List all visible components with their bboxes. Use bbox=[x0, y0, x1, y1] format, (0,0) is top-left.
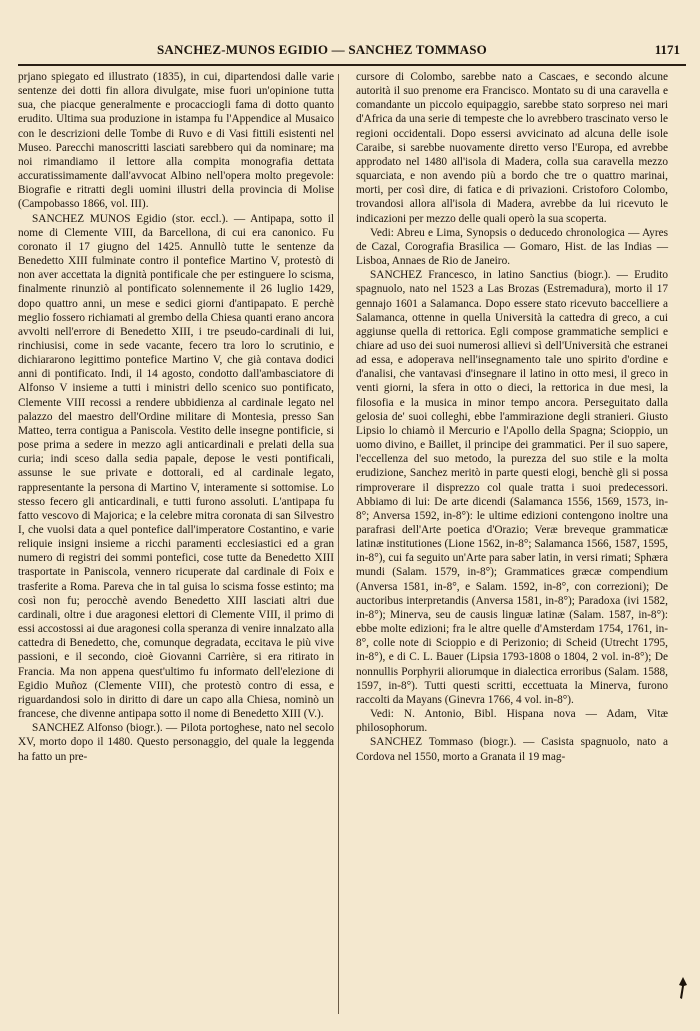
page-number: 1171 bbox=[654, 42, 680, 57]
paragraph-continuation-alfonso: cursore di Colombo, sarebbe nato a Cascaes, e secondo alcune autorità il suo prenome era Francisco. Montato su di una caravella e comandante un piccolo equipaggio, sarebbe stato sorpreso nei mari d'Africa da una serie di tempeste che lo avrebbero trascinato verso le regioni occidentali. Dopo essersi avvicinato ad alcuna delle isole Caraibe, si sarebbe nuovamente diretto verso l'Europa, ed avrebbe approdato nel 1480 all'isola di Madera, colla sua caravella mezzo squarciata, e non avendo più a bordo che tre o quattro marinai, morti, per così dire, di fatica e di privazioni. Cristoforo Colombo, trovandosi allora all'isola di Madera, avrebbe da lui ricevuto le indicazioni per mezzo delle quali operò la sua scoperta. bbox=[356, 71, 668, 225]
entry-sanchez-francesco: SANCHEZ Francesco, in latino Sanctius (biogr.). — Erudito spagnuolo, nato nel 1523 a Las Brozas (Estremadura), morto il 17 gennajo 1601 a Salamanca. Dopo essere stato ricevuto baccelliere a Salamanca, ottenne in quella Università la cattedra di greco, a cui aggiunse quella di rettorica. Egli compose grammatiche semplici e chiare ad uso dei suoi numerosi allievi sì dell'Università che estranei ad essa, e adoperava nell'insegnamento tale uno spirito d'ordine e d'analisi, che vantavasi d'insegnare il latino in otto mesi, il greco in venti giorni, la sfera in otto o dieci, la rettorica in due mesi, la filosofia e la musica in minor tempo ancora. Perseguitato dalla gelosia de' suoi colleghi, ebbe l'ammirazione degli stranieri. Giusto Lipsio lo chiamò il Mercurio e l'Apollo della Spagna; Scioppio, un uomo divino, e Baillet, il principe dei grammatici. Per il suo sapere, l'eccellenza del suo metodo, la purezza del suo stile e la molta erudizione, Sanchez meritò in parte questi elogi, benchè gli si possa rimproverare il disprezzo col quale tratta i suoi predecessori. Abbiamo di lui: De arte dicendi (Salamanca 1556, 1569, 1573, in-8°; Anversa 1592, in-8°): le ultime edizioni contengono inoltre una parafrasi dell'Arte poetica d'Orazio; Veræ breveque grammaticæ latinæ institutiones (Lione 1562, in-8°; Salamanca 1566, 1587, 1595, in-8°), cui fa seguito un'Arte para saber latin, in versi rimati; Sphæra mundi (Salam. 1579, in-8°); Grammatices græcæ compendium (Anversa 1581, in-8°, e Salam. 1592, in-8°, con correzioni); De auctoribus interpretandis (Anversa 1581, in-8°); Paradoxa (ivi 1582, in-8°); Minerva, seu de causis linguæ latinæ (Salam. 1587, in-8°): ebbe molte edizioni; fra le altre quelle d'Amsterdam 1754, 1761, in-8°, colle note di Scioppio e di Perizonio; di Scheid (Utrecht 1795, in-8°), e di C. L. Bauer (Lipsia 1793-1808 o 1804, 2 vol. in-8°); De nonnullis Porphyrii aliorumque in dialectica erroribus (Salam. 1588, 1597, in-8°). Tutti questi scritti, eccettuata la Minerva, furono raccolti da Mayans (Ginevra 1766, 4 vol. in-8°). bbox=[356, 269, 669, 706]
references-francesco: Vedi: N. Antonio, Bibl. Hispana nova — Adam, Vitæ philosophorum. bbox=[356, 708, 668, 735]
left-column bbox=[18, 70, 334, 764]
right-column bbox=[356, 70, 668, 764]
column-divider bbox=[338, 74, 339, 1014]
entry-sanchez-alfonso: SANCHEZ Alfonso (biogr.). — Pilota portoghese, nato nel secolo XV, morto dopo il 1480. Questo personaggio, del quale la leggenda ha fatto un pre- bbox=[18, 722, 334, 763]
header-title: SANCHEZ-MUNOS EGIDIO — SANCHEZ TOMMASO bbox=[157, 42, 487, 57]
references-alfonso: Vedi: Abreu e Lima, Synopsis o deducedo chronologica — Ayres de Cazal, Corografia Brasilica — Gomaro, Hist. de las Indias — Lisboa, Annaes de Rio de Janeiro. bbox=[356, 226, 668, 268]
page-corner-mark bbox=[676, 977, 690, 999]
header-rule bbox=[18, 64, 686, 66]
running-header bbox=[18, 40, 686, 62]
entry-sanchez-munos-egidio: SANCHEZ MUNOS Egidio (stor. eccl.). — Antipapa, sotto il nome di Clemente VIII, da Barcellona, di cui era canonico. Fu coronato il 17 giugno del 1425. Annullò tutte le sentenze da Benedetto XIII fulminate contro il pontefice Martino V, protestò di non aver accettata la dignità pontificale che per estinguere lo scisma, finalmente rinunziò al pontificato solennemente il 26 luglio 1429, dopo quattro anni, un mese e sedici giorni d'antipapato. E perchè meglio fossero richiamati al grembo della Chiesa quanti erano ancora avvolti nell'errore di Benedetto XIII, i tre pseudo-cardinali di lui, rinchiusisi, come in sede vacante, fecero tra loro lo scrutinio, e dichiararono legittimo pontefice Martino V, che già contava dodici anni di pontificato. Indi, il 14 agosto, condotto dall'ambasciatore di Alfonso V insieme a tutti i ministri dello scenico suo pontificato, Clemente VIII recossi a rendere ubbidienza al cardinale legato nel palazzo del maestro dell'Ordine militare di Montesia, presso San Matteo, terra contigua a Paniscola. Vestito delle insegne pontificie, si pose prima a sedere in mezzo agli anticardinali e prelati della sua curia; indi sceso dalla sedia papale, depose le vesti pontificali, assunse le sue private e dottorali, ed al cardinale legato, rappresentante la persona di Martino V, interamente si sottomise. Lo stesso fecero gli anticardinali, e tutti furono assoluti. L'antipapa fu fatto vescovo di Majorica; e la celebre mitra coronata di san Silvestro I, che vuolsi data a quel pontefice dall'imperatore Costantino, e varie reliquie insigni insieme a ricchi paramenti ecclesiastici ed a gran numero di registri dei sommi pontefici, cose tutte da Benedetto XIII trasportate in Paniscola, vennero ricuperate dal cardinale di Foix e trasferite a Roma. Pareva che in tal guisa lo scisma fosse estinto; ma così non fu; perocchè avendo Benedetto XIII lasciati altri due cardinali, oltre i due aragonesi elettori di Clemente VIII, il primo di essi accostossi ai due aragonesi colla speranza di venire innalzato alla cattedra di Benedetto, che, comunque degradata, eccitava le più vive passioni, e il secondo, cioè Giovanni Carrière, si era ritirato in Francia. Ma non appena quest'ultimo fu informato dell'elezione di Egidio Muñoz (Clemente VIII), che protestò contro di essa, e riguardandosi solo in diritto di dare un capo alla Chiesa, nominò un francese, che divenne antipapa sotto il nome di Benedetto XIII (V.). bbox=[18, 212, 334, 721]
entry-sanchez-tommaso: SANCHEZ Tommaso (biogr.). — Casista spagnuolo, nato a Cordova nel 1550, morto a Granata il 19 mag- bbox=[356, 736, 668, 763]
paragraph-continuation: prjano spiegato ed illustrato (1835), in cui, dipartendosi dalle varie sentenze dei dotti fin allora divulgate, mise fuori un'opinione tutta sua, che piacque generalmente e procacciogli fama di dotto quanto erudito. Ultima sua produzione in istampa fu l'Appendice al Musaico con le descrizioni delle Tombe di Ruvo e di Vasi fittili esistenti nel Museo. Parecchi manoscritti lasciati sarebbero qui da nominare; ma noi rimandiamo il lettore alla compita monografia dettata accuratissimamente dall'avvocat Albino nell'opera molto pregevole: Biografie e ritratti degli uomini illustri della provincia di Molise (Campobasso 1866, vol. III). bbox=[18, 71, 334, 211]
